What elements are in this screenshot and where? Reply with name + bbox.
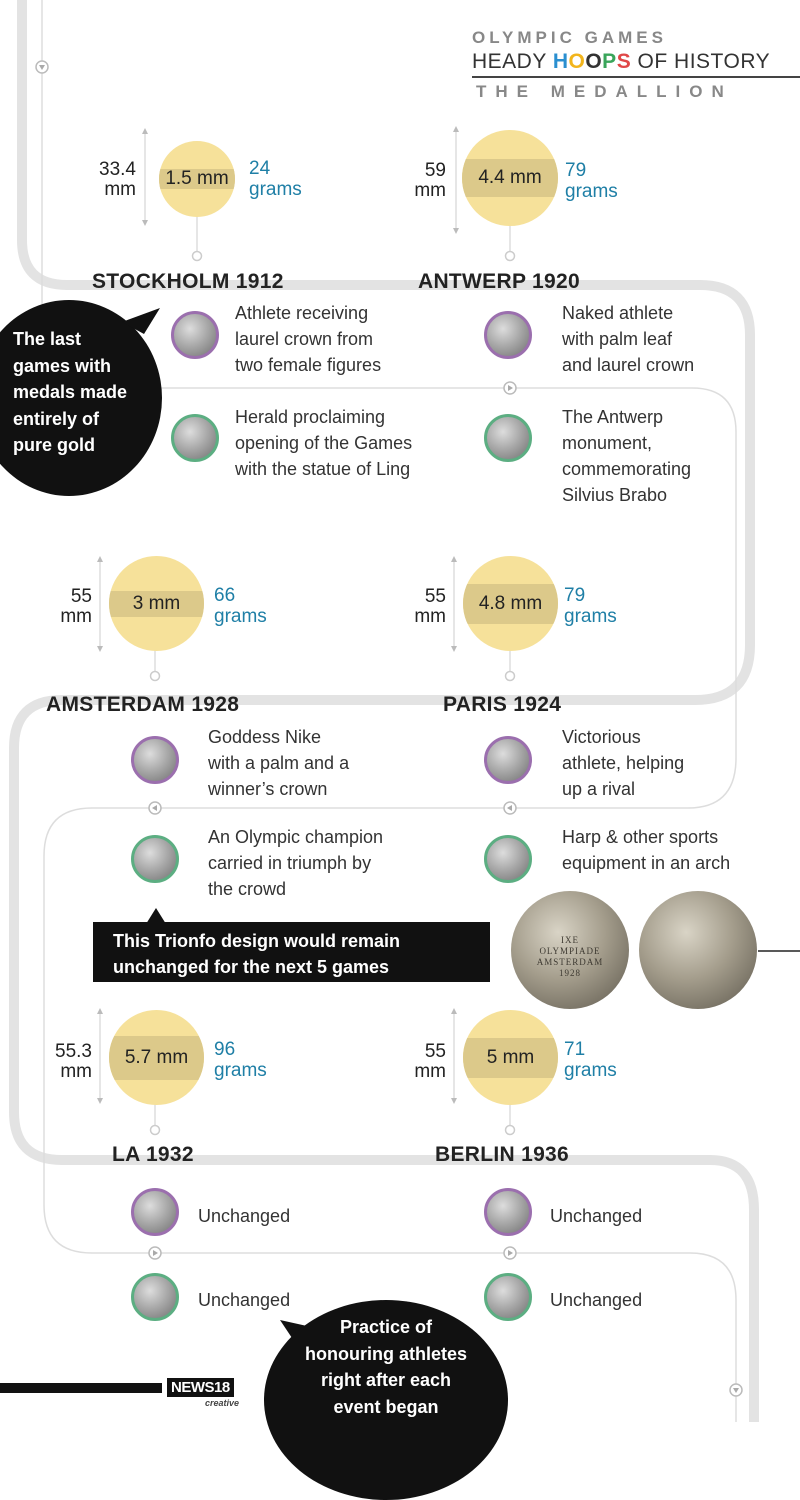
stockholm-title: STOCKHOLM 1912 (92, 270, 284, 293)
trionfo-callout: This Trionfo design would remain unchanged for the next 5 games (93, 922, 490, 982)
paris-thickness: 4.8 mm (478, 592, 543, 614)
la-reverse-desc: Unchanged (198, 1290, 291, 1310)
la-title: LA 1932 (112, 1143, 194, 1166)
header-title: OLYMPIC GAMES (472, 28, 667, 47)
practice-callout (264, 1300, 508, 1500)
gold-callout-pointer (122, 304, 162, 336)
berlin-reverse-desc: Unchanged (550, 1290, 643, 1310)
header-section-title: THE MEDALLION (476, 82, 733, 101)
hoops-letter-p: P (602, 50, 617, 73)
amsterdam-diameter: 55 mm (60, 586, 92, 627)
paris-weight: 79 grams (564, 585, 617, 627)
amsterdam-weight: 66 grams (214, 585, 267, 627)
la-reverse-coin-icon (131, 1273, 179, 1321)
antwerp-reverse-desc: The Antwerp monument, commemorating Silvius Brabo (562, 407, 692, 505)
header-subtitle-prefix: HEADY (472, 50, 553, 73)
paris-reverse-coin-icon (484, 835, 532, 883)
la-thickness: 5.7 mm (124, 1046, 189, 1068)
stockholm-weight: 24 grams (249, 158, 302, 200)
amsterdam-obverse-desc: Goddess Nike with a palm and a winner’s crown (208, 727, 350, 799)
amsterdam-reverse-photo (639, 891, 757, 1009)
antwerp-medal-disc (462, 130, 558, 226)
antwerp-weight: 79 grams (565, 160, 618, 202)
berlin-thickness: 5 mm (486, 1046, 535, 1068)
hoops-letter-o2: O (585, 50, 603, 73)
la-obverse-coin-icon (131, 1188, 179, 1236)
hoops-letter-o1: O (568, 50, 586, 73)
antwerp-obverse-coin-icon (484, 311, 532, 359)
amsterdam-reverse-desc: An Olympic champion carried in triumph by the crowd (208, 827, 384, 899)
hoops-letter-s: S (616, 50, 632, 73)
stockholm-reverse-coin-icon (171, 414, 219, 462)
amsterdam-obverse-photo (511, 891, 629, 1009)
paris-medal-disc (463, 556, 558, 651)
antwerp-diameter: 59 mm (414, 160, 446, 201)
berlin-medal-disc (463, 1010, 558, 1105)
news18-creative-label: creative (205, 1398, 240, 1408)
berlin-obverse-coin-icon (484, 1188, 532, 1236)
practice-callout-text: Practice of honouring athletes right after each event began (305, 1317, 467, 1417)
amsterdam-obverse-coin-icon (131, 736, 179, 784)
stockholm-obverse-coin-icon (171, 311, 219, 359)
paris-obverse-coin-icon (484, 736, 532, 784)
amsterdam-title: AMSTERDAM 1928 (46, 693, 240, 716)
la-weight: 96 grams (214, 1039, 267, 1081)
header-divider (472, 76, 800, 78)
header-subtitle (472, 50, 770, 74)
amsterdam-thickness: 3 mm (132, 592, 181, 614)
antwerp-reverse-coin-icon (484, 414, 532, 462)
amsterdam-medal-disc (109, 556, 204, 651)
la-medal-disc (109, 1010, 204, 1105)
stockholm-reverse-desc: Herald proclaiming opening of the Games with the statue of Ling (235, 407, 413, 479)
paris-title: PARIS 1924 (443, 693, 562, 716)
berlin-obverse-desc: Unchanged (550, 1206, 643, 1226)
header-subtitle-suffix: OF HISTORY (631, 50, 771, 73)
la-diameter: 55.3 mm (55, 1041, 92, 1082)
stockholm-obverse-desc: Athlete receiving laurel crown from two female figures (235, 303, 382, 375)
hoops-letter-h: H (552, 50, 569, 73)
paris-obverse-desc: Victorious athlete, helping up a rival (562, 727, 685, 799)
berlin-title: BERLIN 1936 (435, 1143, 570, 1166)
paris-reverse-desc: Harp & other sports equipment in an arch (562, 827, 731, 873)
berlin-weight: 71 grams (564, 1039, 617, 1081)
amsterdam-reverse-coin-icon (131, 835, 179, 883)
stockholm-medal-disc (159, 141, 235, 217)
la-obverse-desc: Unchanged (198, 1206, 291, 1226)
stockholm-thickness: 1.5 mm (165, 168, 229, 189)
antwerp-thickness: 4.4 mm (478, 167, 542, 188)
berlin-diameter: 55 mm (414, 1041, 446, 1082)
gold-medals-callout-text: The last games with medals made entirely of pure gold (13, 329, 128, 455)
stockholm-diameter: 33.4 mm (99, 159, 136, 200)
amsterdam-medal-inscription: IXE OLYMPIADE AMSTERDAM 1928 (536, 935, 604, 978)
antwerp-obverse-desc: Naked athlete with palm leaf and laurel crown (562, 303, 695, 375)
news18-logo: NEWS18 (167, 1378, 234, 1397)
antwerp-title: ANTWERP 1920 (418, 270, 580, 293)
paris-diameter: 55 mm (414, 586, 446, 627)
